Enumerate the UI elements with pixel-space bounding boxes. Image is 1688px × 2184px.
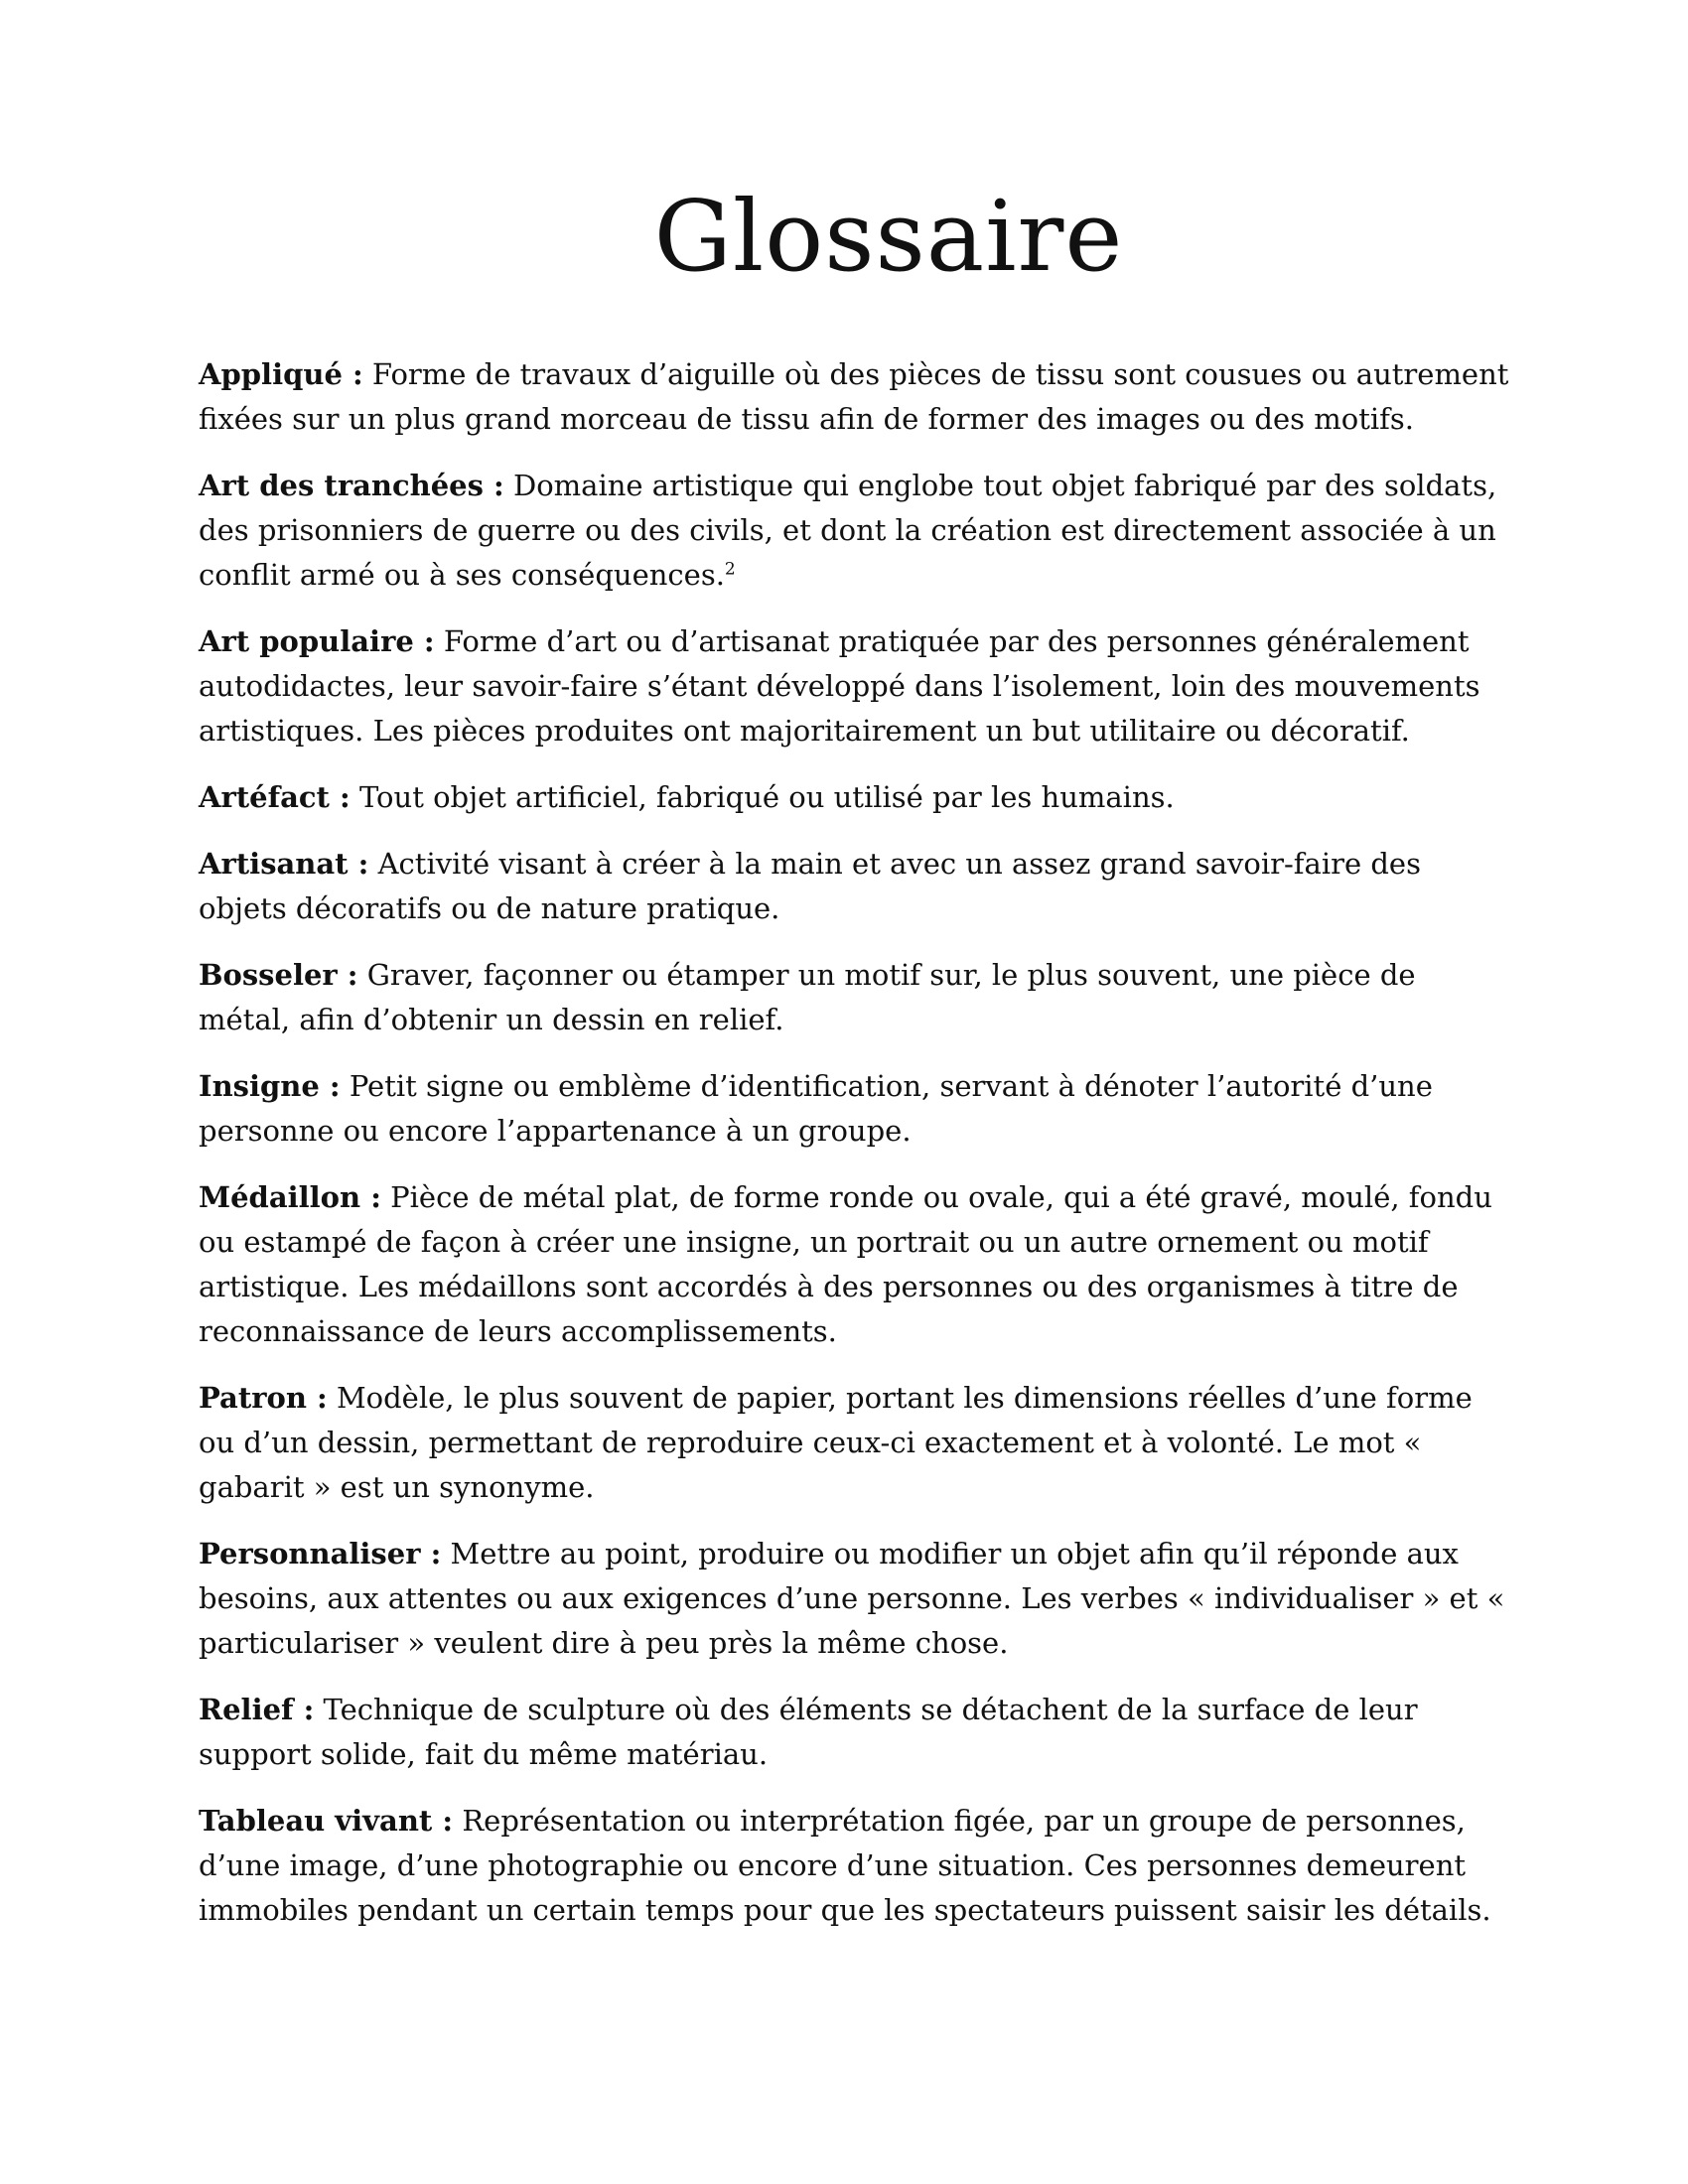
- glossary-definition: Technique de sculpture où des éléments se détachent de la surface de leur support solide, fait du même matériau.: [199, 1693, 1418, 1771]
- glossary-entry-artisanat: [199, 842, 1509, 931]
- glossary-term: Relief :: [199, 1693, 315, 1726]
- glossary-definition: Forme d’art ou d’artisanat pratiquée par des personnes généralement autodidactes, leur savoir-faire s’étant développé dans l’isolement, loin des mouvements artistiques. Les pièces produites ont majoritairement un but utilitaire ou décoratif.: [199, 624, 1480, 748]
- glossary-term: Personnaliser :: [199, 1537, 442, 1570]
- glossary-definition: Activité visant à créer à la main et avec un assez grand savoir-faire des objets décoratifs ou de nature pratique.: [199, 847, 1421, 925]
- glossary-definition: Pièce de métal plat, de forme ronde ou ovale, qui a été gravé, moulé, fondu ou estampé de façon à créer une insigne, un portrait ou un autre ornement ou motif artistique. Les médaillons sont accordés à des personnes ou des organismes à titre de reconnaissance de leurs accomplissements.: [199, 1180, 1492, 1348]
- glossary-list: [199, 352, 1509, 1955]
- glossary-entry-art-populaire: [199, 619, 1509, 753]
- glossary-term: Bosseler :: [199, 958, 358, 992]
- glossary-term: Artisanat :: [199, 847, 369, 881]
- glossary-definition: Graver, façonner ou étamper un motif sur, le plus souvent, une pièce de métal, afin d’obtenir un dessin en relief.: [199, 958, 1416, 1036]
- glossary-term: Art populaire :: [199, 624, 435, 658]
- glossary-term: Patron :: [199, 1381, 328, 1415]
- glossary-entry-applique: [199, 352, 1509, 442]
- glossary-entry-personnaliser: [199, 1532, 1509, 1666]
- page-title: Glossaire: [653, 181, 1124, 294]
- footnote-marker: 2: [724, 559, 736, 580]
- glossary-definition: Forme de travaux d’aiguille où des pièces de tissu sont cousues ou autrement fixées sur un plus grand morceau de tissu afin de former des images ou des motifs.: [199, 357, 1509, 436]
- glossary-entry-medaillon: [199, 1175, 1509, 1354]
- glossary-term: Insigne :: [199, 1069, 341, 1103]
- glossary-term: Tableau vivant :: [199, 1804, 454, 1838]
- glossary-entry-patron: [199, 1376, 1509, 1510]
- glossary-definition: Petit signe ou emblème d’identification, servant à dénoter l’autorité d’une personne ou encore l’appartenance à un groupe.: [199, 1069, 1433, 1148]
- glossary-entry-bosseler: [199, 953, 1509, 1042]
- glossary-term: Appliqué :: [199, 357, 363, 391]
- glossary-entry-insigne: [199, 1064, 1509, 1154]
- glossary-entry-tableau-vivant: [199, 1799, 1509, 1933]
- glossary-entry-artefact: [199, 775, 1509, 820]
- glossary-term: Art des tranchées :: [199, 469, 504, 502]
- glossary-term: Médaillon :: [199, 1180, 381, 1214]
- glossary-definition: Tout objet artificiel, fabriqué ou utilisé par les humains.: [350, 780, 1175, 814]
- glossary-definition: Domaine artistique qui englobe tout objet fabriqué par des soldats, des prisonniers de guerre ou des civils, et dont la création est directement associée à un conflit armé ou à ses conséquences.: [199, 469, 1497, 592]
- glossary-term: Artéfact :: [199, 780, 351, 814]
- glossary-definition: Mettre au point, produire ou modifier un objet afin qu’il réponde aux besoins, aux attentes ou aux exigences d’une personne. Les verbes « individualiser » et « particulariser » veulent dire à peu près la même chose.: [199, 1537, 1505, 1660]
- glossary-definition: Représentation ou interprétation figée, par un groupe de personnes, d’une image, d’une photographie ou encore d’une situation. Ces personnes demeurent immobiles pendant un certain temps pour que les spectateurs puissent saisir les détails.: [199, 1804, 1491, 1927]
- glossary-entry-art-des-tranchees: [199, 464, 1509, 598]
- glossary-definition: Modèle, le plus souvent de papier, portant les dimensions réelles d’une forme ou d’un dessin, permettant de reproduire ceux-ci exactement et à volonté. Le mot « gabarit » est un synonyme.: [199, 1381, 1473, 1504]
- glossary-entry-relief: [199, 1688, 1509, 1777]
